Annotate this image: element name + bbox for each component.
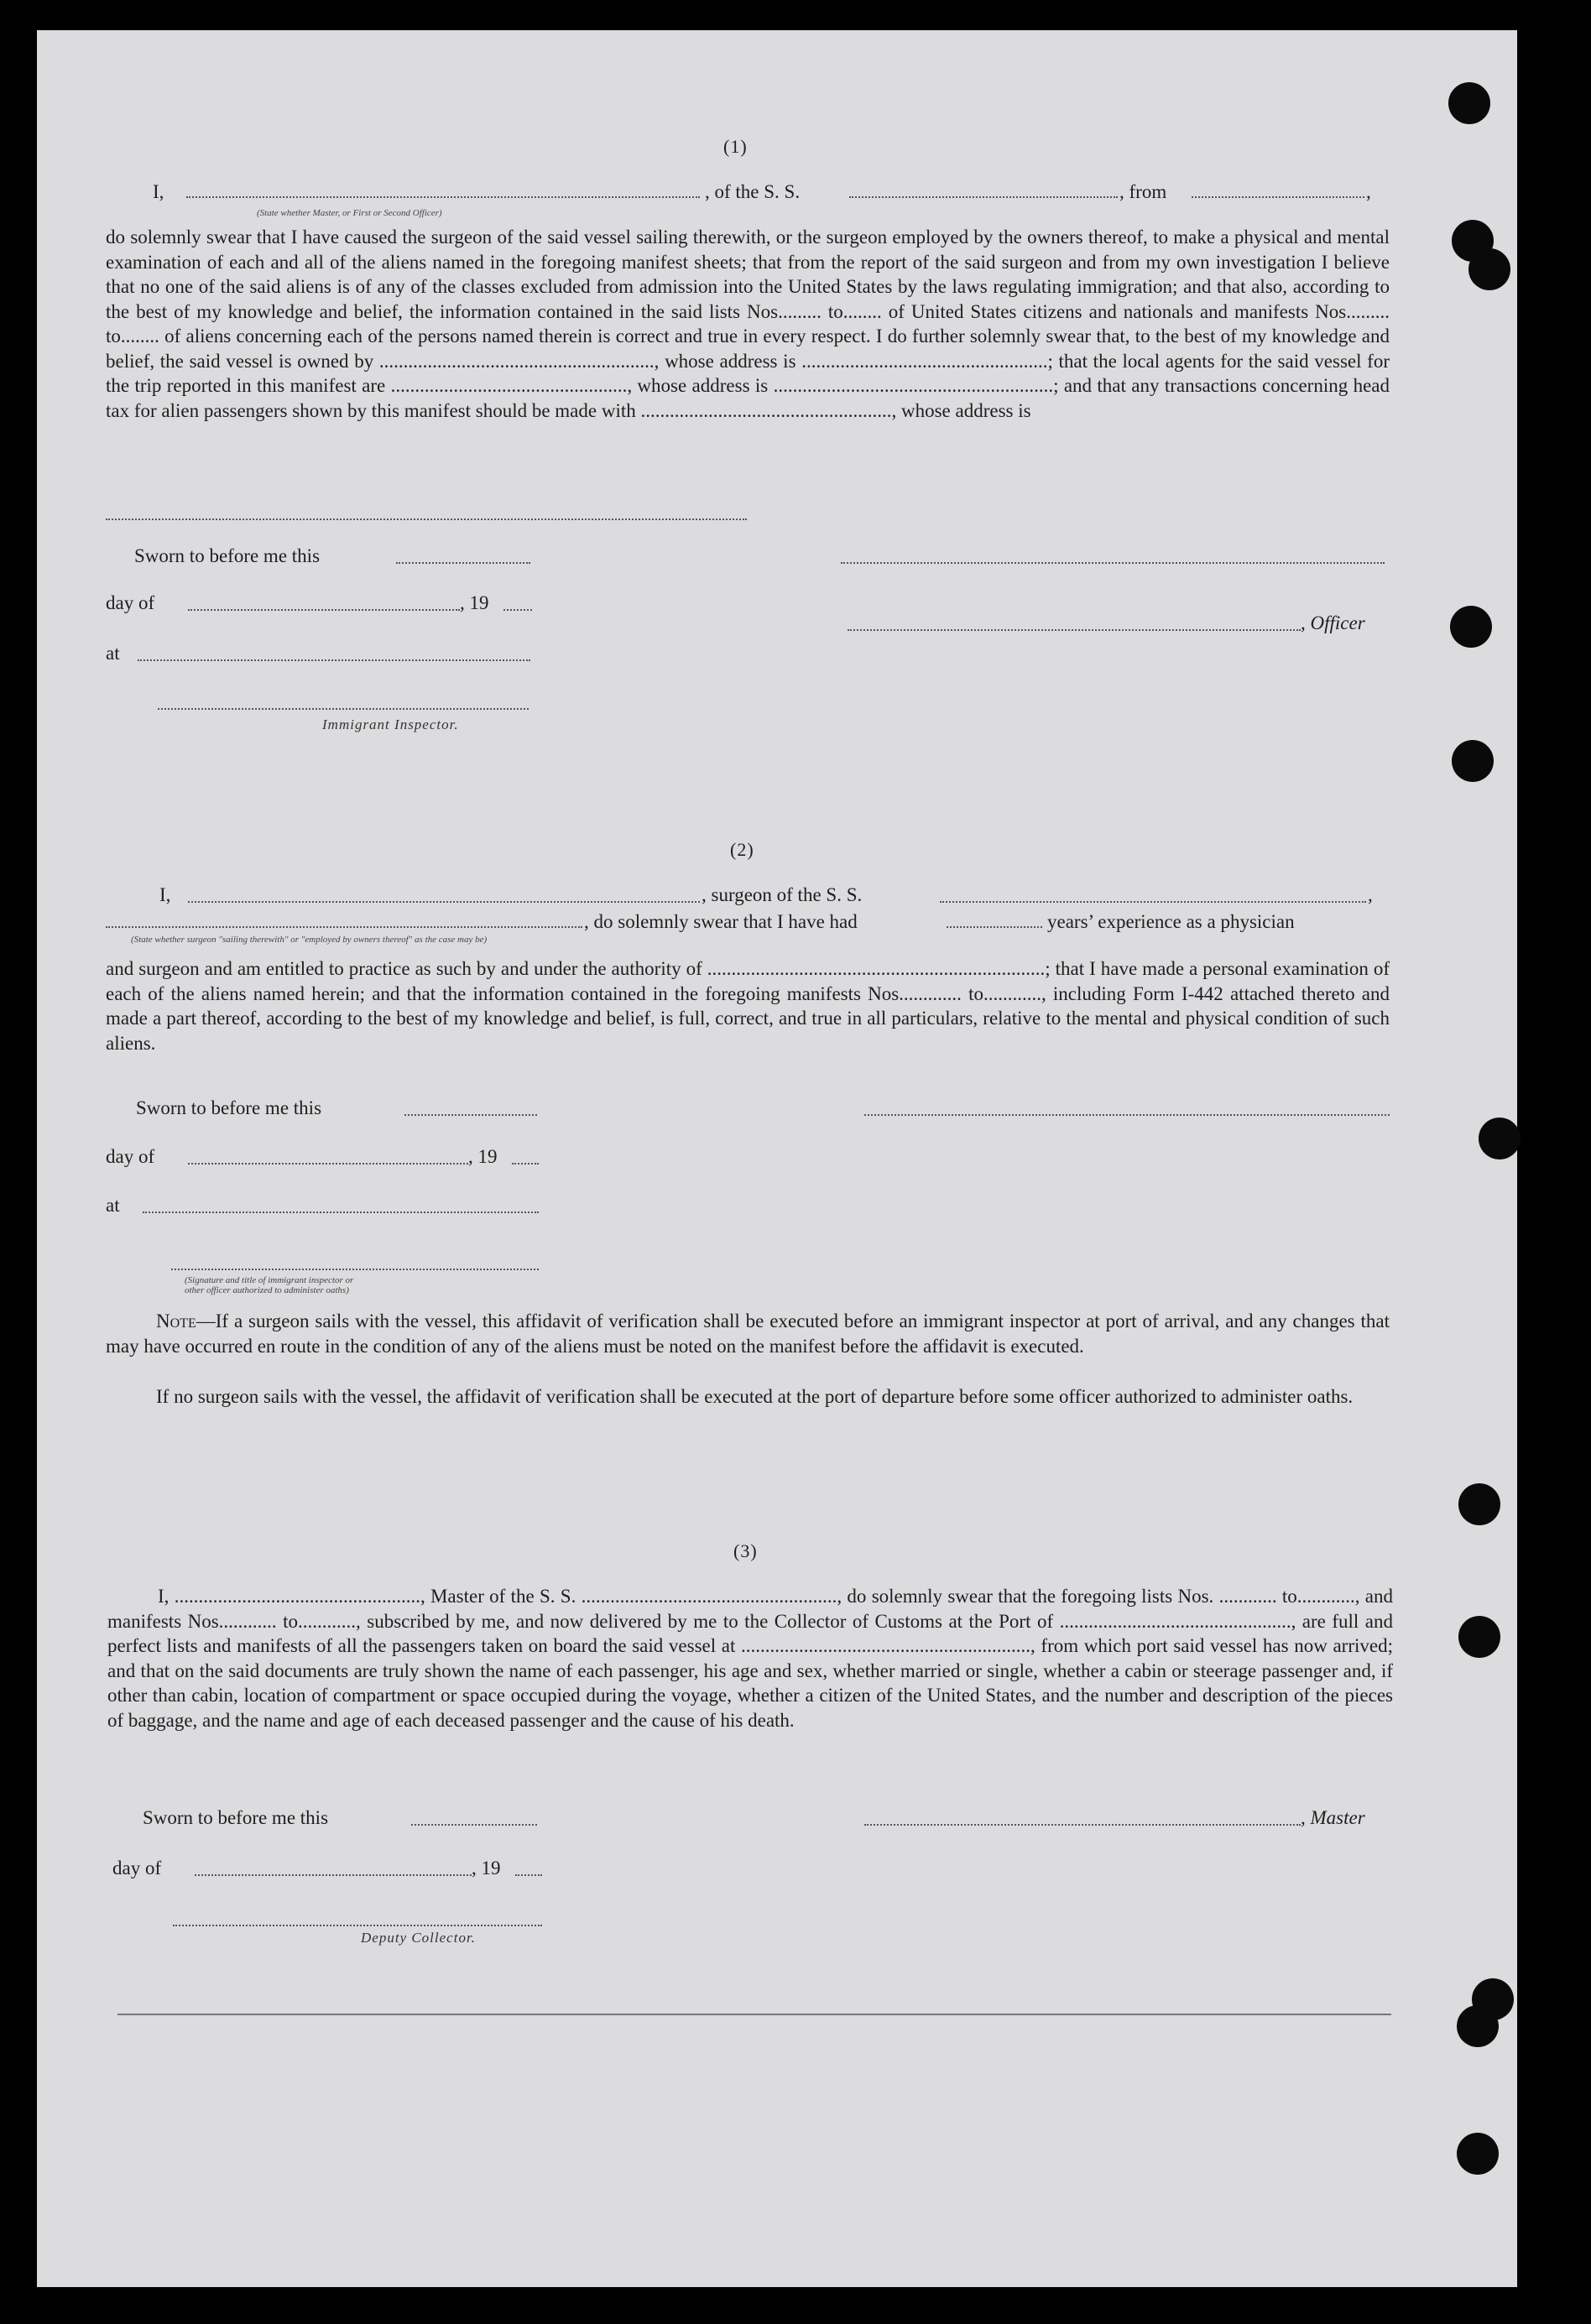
punch-hole <box>1448 82 1490 124</box>
collector-signature-blank[interactable] <box>173 1925 542 1926</box>
section-1-line-1-comma: , <box>1366 181 1371 202</box>
at-label-1: at <box>106 643 120 664</box>
place-blank-2[interactable] <box>143 1212 539 1213</box>
inspector-signature-blank-2[interactable] <box>171 1269 539 1270</box>
section-1-opening-i: I, <box>153 181 164 202</box>
place-blank-1[interactable] <box>138 659 530 661</box>
officer-name-blank[interactable] <box>186 196 700 198</box>
do-solemnly-swear-label: , do solemnly swear that I have had <box>584 911 858 932</box>
no-surgeon-note-text: If no surgeon sails with the vessel, the affidavit of verification shall be executed at the port of departure before some officer authorized to administer oaths. <box>156 1386 1354 1407</box>
note-text: —If a surgeon sails with the vessel, this affidavit of verification shall be executed before an immigrant inspector at port of arrival, and any changes that may have occurred en route in the condition of any of the aliens must be noted on the manifest before the affidavit is executed. <box>106 1311 1390 1357</box>
sworn-day-blank-2[interactable] <box>404 1114 537 1116</box>
officer-label <box>1301 612 1365 634</box>
punch-hole <box>1468 248 1510 290</box>
surgeon-note <box>106 1309 1390 1358</box>
section-2-number: (2) <box>730 839 754 860</box>
day-of-label-3: day of <box>112 1858 162 1878</box>
of-the-ss-label: , of the S. S. <box>705 181 801 202</box>
master-signature-blank[interactable] <box>864 1824 1301 1826</box>
address-continuation-blank[interactable] <box>106 518 747 520</box>
ship-name-blank[interactable] <box>849 196 1118 198</box>
bottom-rule <box>117 2014 1391 2015</box>
inspector-signature-blank-1[interactable] <box>158 708 529 710</box>
surgeon-type-caption: (State whether surgeon "sailing therewith" or "employed by owners thereof" as the case may be) <box>131 935 488 945</box>
officer-signature-upper-blank[interactable] <box>841 562 1385 564</box>
year-blank-2[interactable] <box>512 1163 539 1165</box>
month-blank-1[interactable] <box>188 609 460 611</box>
year-blank-1[interactable] <box>503 609 532 611</box>
punch-hole <box>1458 1483 1500 1525</box>
deputy-collector-caption: Deputy Collector. <box>361 1930 476 1946</box>
section-1-number: (1) <box>723 136 748 157</box>
officer-label-text: , Officer <box>1301 612 1365 633</box>
section-2-opening-i: I, <box>159 884 171 905</box>
signature-title-caption-line-2: other officer authorized to administer oaths) <box>185 1285 349 1295</box>
section-1-oath-text: do solemnly swear that I have caused the surgeon of the said vessel sailing therewith, or the surgeon employed by the owners thereof, to make a physical and mental examination of each and all of the aliens named in the foregoing manifest sheets; that from the report of the said surgeon and from my own investigation I believe that no one of the said aliens is of any of the classes excluded from admission into the United States by the laws regulating immigration; and that also, according to the best of my knowledge and belief, the information contained in the said lists Nos......... to........ of United States citizens and nationals and manifests Nos......... to........ of aliens concerning each of the persons named therein is correct and true in every respect. I do further solemnly swear that, to the best of my knowledge and belief, the said vessel is owned by ........................................................., whose address is ...................................................; that the local agents for the said vessel for the trip reported in this manifest are ................................................., whose address is ..........................................................; and that any transactions concerning head tax for alien passengers shown by this manifest should be made with ...................................................., whose address is <box>106 227 1390 421</box>
from-label: , from <box>1119 181 1167 202</box>
master-label <box>1301 1807 1365 1829</box>
day-of-label-2: day of <box>106 1146 155 1167</box>
punch-hole <box>1479 1118 1521 1159</box>
officer-signature-blank[interactable] <box>848 629 1301 631</box>
month-blank-3[interactable] <box>195 1874 472 1876</box>
years-experience-blank[interactable] <box>947 926 1042 928</box>
from-port-blank[interactable] <box>1192 196 1364 198</box>
at-label-2: at <box>106 1195 120 1216</box>
note-label: Note <box>156 1311 196 1331</box>
surgeon-of-ss-label: , surgeon of the S. S. <box>702 884 863 905</box>
years-experience-label: years’ experience as a physician <box>1047 911 1295 932</box>
section-2-oath-text: and surgeon and am entitled to practice as such by and under the authority of ......................................................................; that I have made a personal examination of each of the aliens named herein; and that the information contained in the foregoing manifests Nos............. to............, including Form I-442 attached thereto and made a part thereof, according to the best of my knowledge and belief, is full, correct, and true in all particulars, relative to the mental and physical condition of such aliens. <box>106 958 1390 1054</box>
surgeon-ship-blank[interactable] <box>940 901 1366 903</box>
punch-hole <box>1457 2005 1499 2047</box>
section-2-line-1-comma: , <box>1368 884 1373 905</box>
year-label-3: , 19 <box>472 1858 501 1878</box>
surgeon-signature-blank[interactable] <box>864 1114 1390 1116</box>
year-label-2: , 19 <box>468 1146 498 1167</box>
section-3-oath-text <box>107 1584 1393 1733</box>
punch-hole <box>1458 1616 1500 1658</box>
sworn-label-1: Sworn to before me this <box>134 545 321 566</box>
surgeon-name-blank[interactable] <box>188 901 700 903</box>
punch-hole <box>1452 740 1494 782</box>
sworn-day-blank-3[interactable] <box>411 1824 537 1826</box>
section-3-oath-body: I, ..................................................., Master of the S. S. ....................................................., do solemnly swear that the foregoing lists Nos. ............ to............, and manifests Nos............ to............, subscribed by me, and now delivered by me to the Collector of Customs at the Port of ................................................, are full and perfect lists and manifests of all the passengers taken on board the said vessel at ............................................................, from which port said vessel has now arrived; and that on the said documents are truly shown the name of each passenger, his age and sex, whether married or single, whether a cabin or steerage passenger and, if other than cabin, location of compartment or space occupied during the voyage, whether a citizen of the United States, and the number and description of the pieces of baggage, and the name and age of each deceased passenger and the cause of his death. <box>107 1586 1393 1731</box>
section-3-number: (3) <box>733 1540 758 1561</box>
officer-rank-caption: (State whether Master, or First or Second Officer) <box>257 208 442 218</box>
sworn-label-3: Sworn to before me this <box>143 1807 329 1828</box>
sworn-label-2: Sworn to before me this <box>136 1097 322 1118</box>
year-label-1: , 19 <box>460 592 489 613</box>
no-surgeon-note <box>106 1384 1390 1410</box>
punch-hole <box>1450 606 1492 648</box>
master-label-text: , Master <box>1301 1807 1365 1828</box>
punch-hole <box>1457 2133 1499 2175</box>
scanned-form-page <box>37 30 1517 2287</box>
immigrant-inspector-caption: Immigrant Inspector. <box>322 716 459 732</box>
surgeon-capacity-blank[interactable] <box>106 926 582 928</box>
year-blank-3[interactable] <box>515 1874 542 1876</box>
sworn-day-blank-1[interactable] <box>396 562 530 564</box>
month-blank-2[interactable] <box>188 1163 468 1165</box>
signature-title-caption-line-1: (Signature and title of immigrant inspector or <box>185 1275 354 1285</box>
day-of-label-1: day of <box>106 592 155 613</box>
